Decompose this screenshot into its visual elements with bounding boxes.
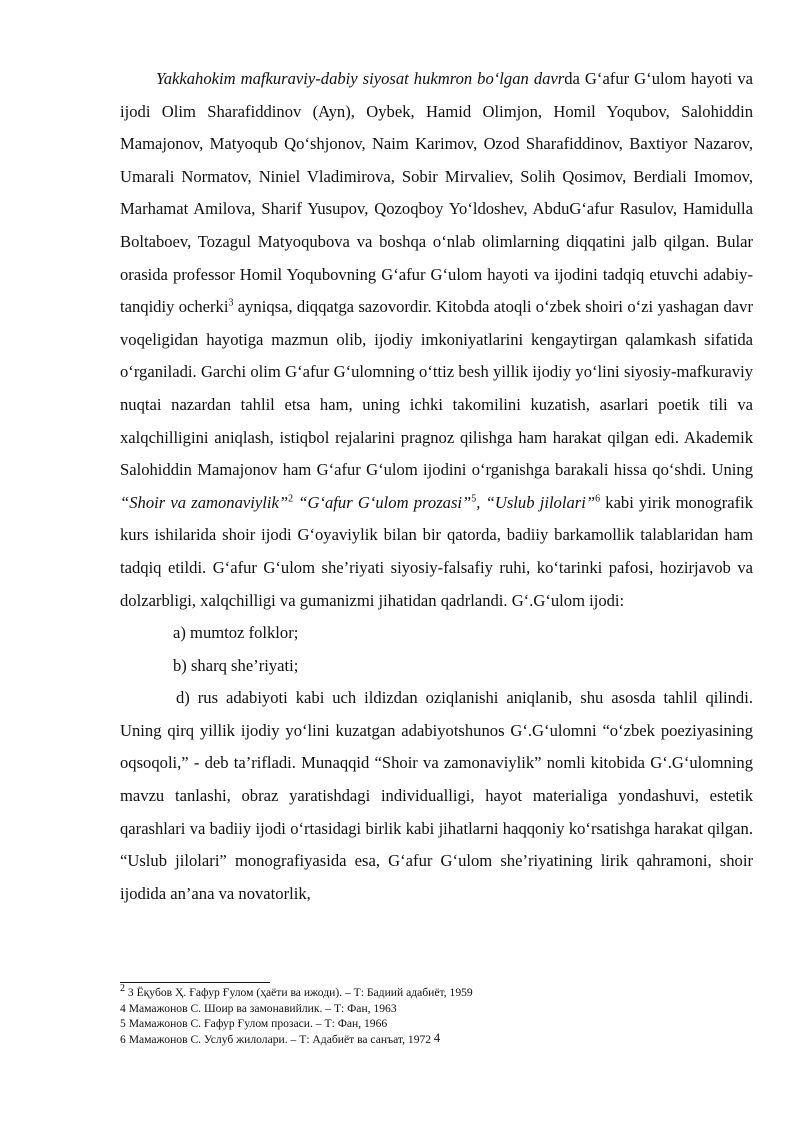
text-run: kabi yirik monografik kurs ishilarida shoir ijodi G‘oyaviylik bilan bir qatorda, badiiy barkamollik talablaridan ham tadqiq etildi. G‘afur G‘ulom she’riyati siyosiy-falsafiy ruhi, ko‘tarinki pafosi, hozirjavob va dolzarbligi, xalqchilligi va gumanizmi jihatidan qadrlandi. G‘.G‘ulom ijodi: [120, 492, 754, 610]
italic-title: , “Uslub jilolari” [476, 492, 596, 512]
footnote-ref: 2 [288, 493, 294, 505]
footnote-item [120, 985, 753, 1001]
text-run: da G‘afur G‘ulom hayoti va ijodi Olim Sharafiddinov (Ayn), Oybek, Hamid Olimjon, Homil Yoqubov, Salohiddin Mamajonov, Matyoqub Qo‘shjonov, Naim Karimov, Ozod Sharafiddinov, Baxtiyor Nazarov, Umarali Normatov, Niniel Vladimirova, Sobir Mirvaliev, Solih Qosimov, Berdiali Imomov, Marhamat Amilova, Sharif Yusupov, Qozoqboy Yo‘ldoshev, AbduG‘afur Rasulov, Hamidulla Boltaboev, Tozagul Matyoqubova va boshqa o‘nlab olimlarning diqqatini jalb qilgan. Bular orasida professor Homil Yoqubovning G‘afur G‘ulom hayoti va ijodini tadqiq etuvchi adabiy-tanqidiy ocherki [120, 69, 753, 317]
footnote-ref: 6 [595, 493, 601, 505]
footnote-item [120, 1016, 753, 1032]
document-body [120, 63, 753, 910]
footnote-text: 6 Мамажонов С. Услуб жилолари. – Т: Адабиёт ва санъат, 1972 [120, 1032, 432, 1046]
list-item-a: a) mumtoz folklor; [173, 623, 299, 643]
footnote-text: 3 Ёқубов Ҳ. Ғафур Ғулом (ҳаёти ва ижоди). – Т: Бадиий адабиёт, 1959 [125, 986, 473, 999]
footnote-separator [120, 982, 270, 983]
footnote-mark: 2 [120, 983, 125, 995]
footnote-item [120, 1001, 753, 1017]
paragraph-second: d) rus adabiyoti kabi uch ildizdan oziqlanishi aniqlanib, shu asosda tahlil qilindi. Uning qirq yillik ijodiy yo‘lini kuzatgan adabiyotshunos G‘.G‘ulomni “o‘zbek poeziyasining oqsoqoli,” - deb ta’rifladi. Munaqqid “Shoir va zamonaviylik” nomli kitobida G‘.G‘ulomning mavzu tanlashi, obraz yaratishdagi individualligi, hayot materialiga yondashuvi, estetik qarashlari va badiiy ijodi o‘rtasidagi birlik kabi jihatlarni haqqoniy ko‘rsatishga harakat qilgan. “Uslub jilolari” monografiyasida esa, G‘afur G‘ulom she’riyatining lirik qahramoni, shoir ijodida an’ana va novatorlik, [120, 688, 753, 903]
footnote-text: 5 Мамажонов С. Ғафур Ғулом прозаси. – Т: Фан, 1966 [120, 1017, 388, 1031]
footnote-ref: 5 [471, 493, 477, 505]
italic-title: “G‘afur G‘ulom prozasi” [293, 492, 472, 512]
footnote-text: 4 Мамажонов С. Шоир ва замонавийлик. – Т: Фан, 1963 [120, 1001, 397, 1015]
page-number: 4 [433, 1031, 441, 1045]
footnote-ref: 3 [228, 297, 234, 309]
text-run: ayniqsa, diqqatga sazovordir. Kitobda atoqli o‘zbek shoiri o‘zi yashagan davr voqeligidan hayotiga mazmun olib, ijodiy imkoniyatlarini kengaytirgan qalamkash sifatida o‘rganiladi. Garchi olim G‘afur G‘ulomning o‘ttiz besh yillik ijodiy yo‘lini siyosiy-mafkuraviy nuqtai nazardan tahlil etsa ham, uning ichki takomilini kuzatish, asarlari poetik tili va xalqchilligini aniqlash, istiqbol rejalarini pragnoz qilishga ham harakat qilgan edi. Akademik Salohiddin Mamajonov ham G‘afur G‘ulom ijodini o‘rganishga barakali hissa qo‘shdi. Uning [120, 297, 753, 480]
italic-title: “Shoir va zamonaviylik” [120, 492, 289, 512]
list-item-b: b) sharq she’riyati; [173, 655, 299, 675]
paragraph-main [120, 63, 753, 617]
italic-phrase: Yakkahokim mafkuraviy-dabiy siyosat hukmron bo‘lgan davr [156, 69, 565, 88]
